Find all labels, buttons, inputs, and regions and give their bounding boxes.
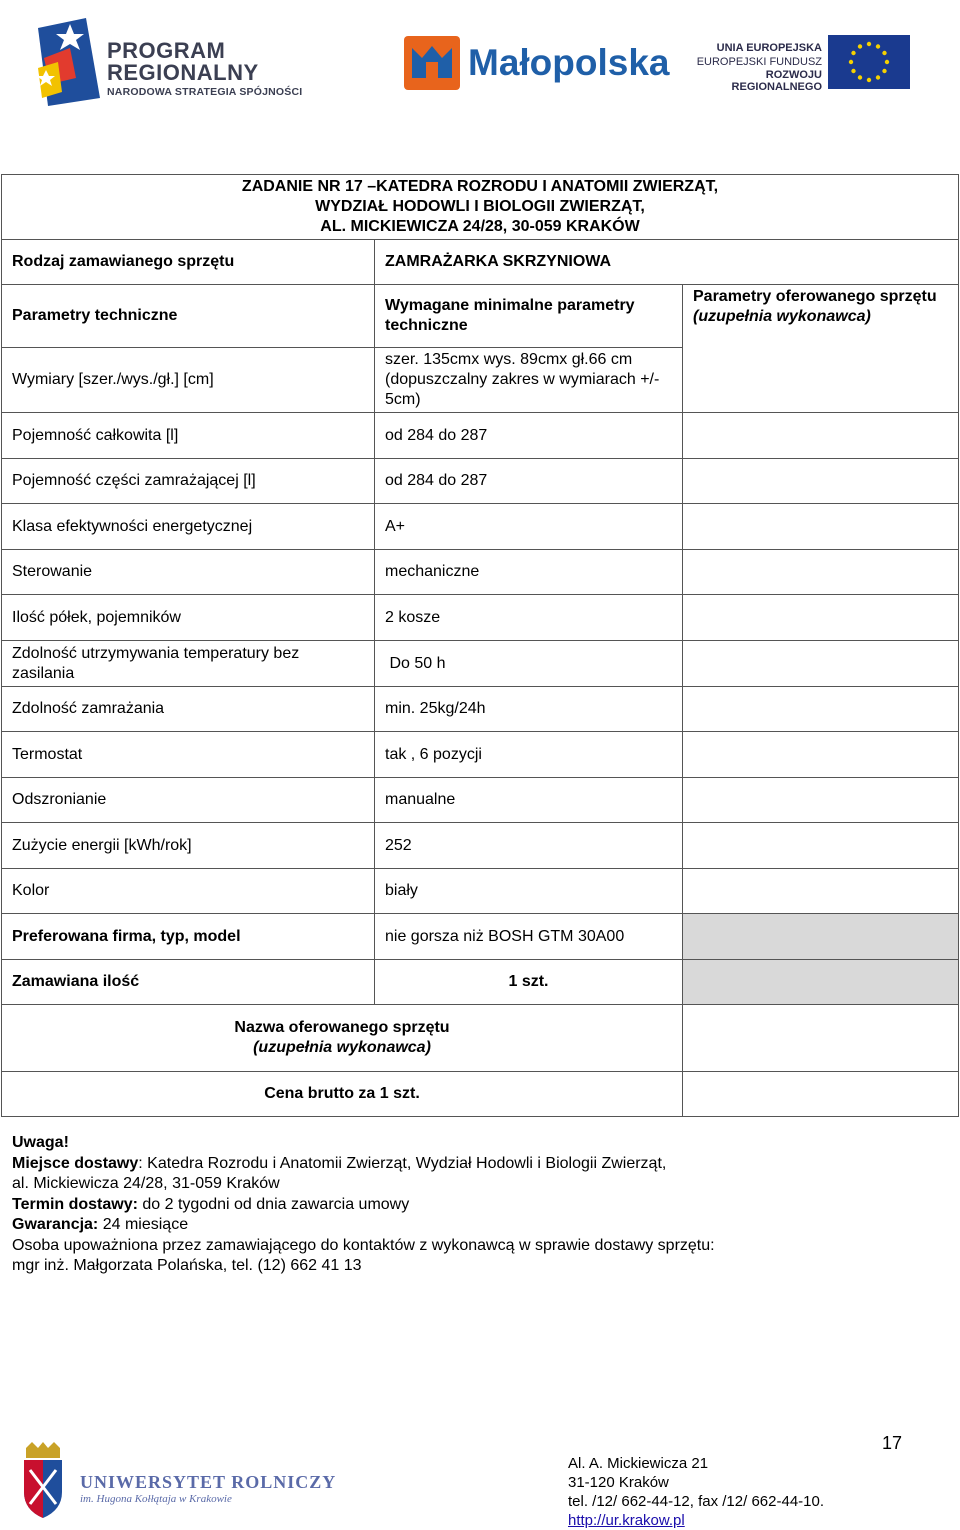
address-line-3: tel. /12/ 662-44-12, fax /12/ 662-44-10. — [568, 1493, 825, 1510]
preferred-label: Preferowana firma, typ, model — [2, 914, 375, 960]
quantity-value: 1 szt. — [375, 960, 683, 1005]
program-regionalny-emblem-icon — [30, 18, 106, 108]
offered-cell[interactable] — [683, 504, 959, 550]
university-name: UNIWERSYTET ROLNICZY — [80, 1472, 337, 1492]
delivery-place-text: : Katedra Rozrodu i Anatomii Zwierząt, Wydział Hodowli i Biologii Zwierząt, — [138, 1154, 667, 1172]
table-row — [2, 595, 959, 641]
price-cell[interactable] — [683, 1072, 959, 1117]
offered-cell[interactable] — [683, 869, 959, 914]
offered-cell[interactable] — [683, 778, 959, 823]
task-header-row — [2, 175, 959, 240]
row-label: Kolor — [2, 869, 375, 914]
table-row — [2, 823, 959, 869]
offered-name-title: Nazwa oferowanego sprzętu — [234, 1019, 450, 1036]
offered-cell[interactable] — [683, 595, 959, 641]
params-label: Parametry techniczne — [2, 285, 375, 348]
equipment-value: ZAMRAŻARKA SKRZYNIOWA — [375, 240, 959, 285]
offered-name-row — [2, 1005, 959, 1072]
eu-line-1: UNIA EUROPEJSKA — [716, 42, 822, 54]
address-line-1: Al. A. Mickiewicza 21 — [568, 1455, 709, 1472]
row-value: A+ — [375, 504, 683, 550]
eu-line-2: EUROPEJSKI FUNDUSZ — [696, 56, 822, 68]
table-row — [2, 732, 959, 778]
offered-params-note: (uzupełnia wykonawca) — [693, 308, 871, 325]
preferred-value: nie gorsza niż BOSH GTM 30A00 — [375, 914, 683, 960]
table-row — [2, 641, 959, 687]
eu-flag-icon — [828, 35, 910, 89]
equipment-row — [2, 240, 959, 285]
malopolska-logo-text: Małopolska — [468, 42, 670, 83]
row-value: 252 — [375, 823, 683, 869]
offered-cell[interactable] — [683, 641, 959, 687]
row-label: Pojemność całkowita [l] — [2, 413, 375, 459]
task-line-1: ZADANIE NR 17 –KATEDRA ROZRODU I ANATOMII ZWIERZĄT, — [241, 178, 719, 195]
contact-line-2: mgr inż. Małgorzata Polańska, tel. (12) 662 41 13 — [12, 1257, 362, 1274]
website-link[interactable]: http://ur.krakow.pl — [568, 1512, 685, 1529]
malopolska-emblem-icon — [404, 36, 460, 90]
offered-cell[interactable] — [683, 550, 959, 595]
table-row — [2, 778, 959, 823]
offered-cell[interactable] — [683, 732, 959, 778]
delivery-place-label: Miejsce dostawy — [12, 1154, 139, 1172]
table-row — [2, 869, 959, 914]
uwaga-heading: Uwaga! — [12, 1134, 69, 1151]
offered-cell[interactable] — [683, 823, 959, 869]
task-header — [2, 175, 959, 240]
dimensions-label: Wymiary [szer./wys./gł.] [cm] — [2, 348, 375, 413]
dimensions-value: szer. 135cmx wys. 89cmx gł.66 cm (dopuszczalny zakres w wymiarach +/- 5cm) — [375, 348, 683, 413]
table-row — [2, 504, 959, 550]
delivery-term-label: Termin dostawy: — [12, 1195, 138, 1213]
quantity-row — [2, 960, 959, 1005]
table-row — [2, 413, 959, 459]
price-row — [2, 1072, 959, 1117]
grey-cell — [683, 914, 959, 960]
warranty-label: Gwarancja: — [12, 1216, 99, 1233]
offered-cell[interactable] — [683, 413, 959, 459]
warranty — [12, 1215, 942, 1236]
eu-line-3: ROZWOJU REGIONALNEGO — [731, 69, 822, 93]
strategy-subtitle: NARODOWA STRATEGIA SPÓJNOŚCI — [107, 86, 303, 98]
row-value: od 284 do 287 — [375, 413, 683, 459]
offered-cell[interactable] — [683, 459, 959, 504]
quantity-label: Zamawiana ilość — [2, 960, 375, 1005]
params-header-row — [2, 285, 959, 348]
row-label: Pojemność części zamrażającej [l] — [2, 459, 375, 504]
task-line-2: WYDZIAŁ HODOWLI I BIOLOGII ZWIERZĄT, — [315, 198, 645, 215]
page-number: 17 — [882, 1433, 903, 1453]
required-params-header: Wymagane minimalne parametry techniczne — [375, 285, 683, 348]
row-label: Odszronianie — [2, 778, 375, 823]
header-logos — [0, 0, 960, 120]
offered-name-cell[interactable] — [683, 1005, 959, 1072]
address-line-2: 31-120 Kraków — [568, 1474, 669, 1491]
specification-table — [1, 174, 959, 1117]
table-row — [2, 687, 959, 732]
row-label: Zdolność zamrażania — [2, 687, 375, 732]
preferred-row — [2, 914, 959, 960]
row-value: mechaniczne — [375, 550, 683, 595]
row-value: od 284 do 287 — [375, 459, 683, 504]
row-label: Termostat — [2, 732, 375, 778]
row-label: Ilość półek, pojemników — [2, 595, 375, 641]
university-crest-icon — [20, 1442, 66, 1518]
equipment-label: Rodzaj zamawianego sprzętu — [2, 240, 375, 285]
offered-params-title: Parametry oferowanego sprzętu — [693, 288, 937, 305]
row-label: Sterowanie — [2, 550, 375, 595]
row-label: Klasa efektywności energetycznej — [2, 504, 375, 550]
footer-address — [568, 1454, 824, 1530]
offered-name-label — [2, 1005, 683, 1072]
grey-cell — [683, 960, 959, 1005]
row-value: Do 50 h — [375, 641, 683, 687]
row-label: Zdolność utrzymywania temperatury bez zasilania — [2, 641, 375, 687]
table-row — [2, 550, 959, 595]
university-subtitle: im. Hugona Kołłątaja w Krakowie — [80, 1493, 232, 1505]
task-line-3: AL. MICKIEWICZA 24/28, 30-059 KRAKÓW — [320, 218, 640, 235]
program-title: PROGRAM — [107, 38, 226, 63]
offered-cell[interactable] — [683, 687, 959, 732]
row-value: 2 kosze — [375, 595, 683, 641]
row-label: Zużycie energii [kWh/rok] — [2, 823, 375, 869]
offered-params-header — [683, 285, 959, 413]
contact-line-1: Osoba upoważniona przez zamawiającego do kontaktów z wykonawcą w sprawie dostawy sprzętu: — [12, 1236, 715, 1254]
regionalny-title: REGIONALNY — [107, 60, 259, 85]
price-label: Cena brutto za 1 szt. — [2, 1072, 683, 1117]
table-row — [2, 459, 959, 504]
warranty-text: 24 miesiące — [98, 1216, 189, 1233]
delivery-term — [12, 1195, 942, 1216]
delivery-place-line-2: al. Mickiewicza 24/28, 31-059 Kraków — [12, 1175, 280, 1192]
delivery-notes — [12, 1133, 942, 1277]
row-value: biały — [375, 869, 683, 914]
row-value: manualne — [375, 778, 683, 823]
delivery-place — [12, 1154, 942, 1175]
offered-name-note: (uzupełnia wykonawca) — [253, 1039, 431, 1056]
row-value: min. 25kg/24h — [375, 687, 683, 732]
row-value: tak , 6 pozycji — [375, 732, 683, 778]
delivery-term-text: do 2 tygodni od dnia zawarcia umowy — [137, 1195, 410, 1213]
